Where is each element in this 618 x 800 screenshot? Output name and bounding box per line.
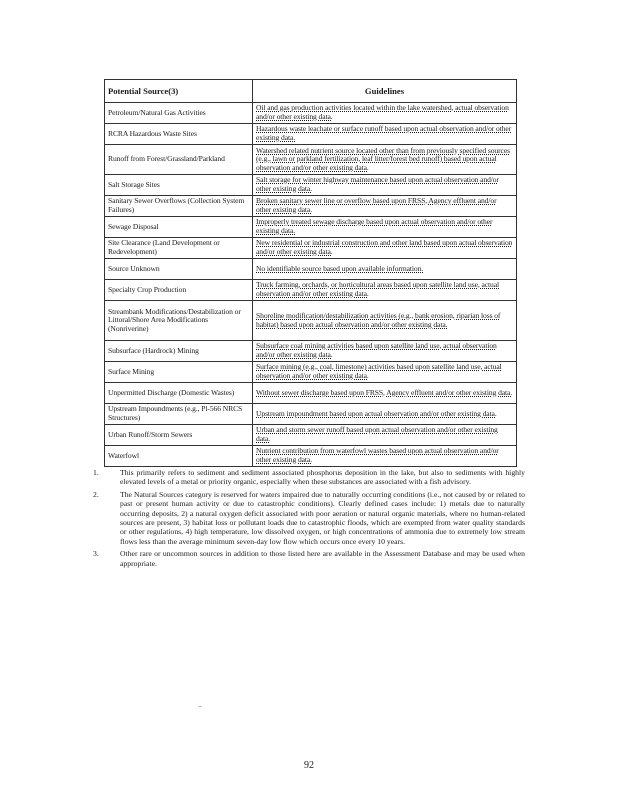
guideline-cell: No identifiable source based upon available information. <box>253 259 517 280</box>
table-row <box>105 362 517 383</box>
source-cell: Subsurface (Hardrock) Mining <box>105 341 253 362</box>
guideline-cell: Urban and storm sewer runoff based upon actual observation and/or other existing data. <box>253 425 517 446</box>
footnote-number: 3. <box>93 549 99 559</box>
guideline-cell: Nutrient contribution from waterfowl wastes based upon actual observation and/or other existing data. <box>253 446 517 467</box>
table-row <box>105 301 517 341</box>
table-row <box>105 280 517 301</box>
guideline-cell: Upstream impoundment based upon actual observation and/or other existing data. <box>253 404 517 425</box>
table-row <box>105 175 517 196</box>
guideline-cell: Subsurface coal mining activities based upon satellite land use, actual observation and/or other existing data. <box>253 341 517 362</box>
source-cell: Waterfowl <box>105 446 253 467</box>
source-cell: Streambank Modifications/Destabilization or Littoral/Shore Area Modifications (Nonriverine) <box>105 301 253 341</box>
source-cell: RCRA Hazardous Waste Sites <box>105 124 253 145</box>
table-row <box>105 145 517 175</box>
potential-sources-table <box>104 79 517 467</box>
guideline-cell: Broken sanitary sewer line or overflow based upon FRSS, Agency effluent and/or other existing data. <box>253 196 517 217</box>
page-number: 92 <box>304 760 314 771</box>
table-row <box>105 217 517 238</box>
table-row <box>105 259 517 280</box>
guideline-cell: Shoreline modification/destabilization activities (e.g., bank erosion, riparian loss of habitat) based upon actual observation and/or other existing data. <box>253 301 517 341</box>
guideline-cell: Without sewer discharge based upon FRSS, Agency effluent and/or other existing data. <box>253 383 517 404</box>
guideline-cell: Improperly treated sewage discharge based upon actual observation and/or other existing data. <box>253 217 517 238</box>
table-row <box>105 446 517 467</box>
footnote-text: The Natural Sources category is reserved for waters impaired due to naturally occurring conditions (i.e., not caused by or related to past or present human activity or due to catastrophic conditions). Clearly defined cases include: 1) metals due to naturally occurring deposits, 2) a natural oxygen deficit associated with poor aeration or natural organic materials, where no human-related sources are present, 3) habitat loss or pollutant loads due to catastrophic floods, which are exempted from water quality standards or other regulations, 4) high temperature, low dissolved oxygen, or high concentrations of ammonia due to extremely low stream flows less than the average minimum seven-day low flow which occurs once every 10 years. <box>120 489 525 546</box>
footnote-number: 2. <box>93 489 99 499</box>
table-row <box>105 196 517 217</box>
table-row <box>105 103 517 124</box>
source-cell: Petroleum/Natural Gas Activities <box>105 103 253 124</box>
footnote-text: This primarily refers to sediment and sediment associated phosphorus deposition in the lake, but also to sediments with highly elevated levels of a metal or priority organic, especially when these substances are associated with a fish advisory. <box>120 468 525 487</box>
source-cell: Runoff from Forest/Grassland/Parkland <box>105 145 253 175</box>
footnote <box>93 549 525 568</box>
guideline-cell: New residential or industrial construction and other land based upon actual observation and/or other existing data. <box>253 238 517 259</box>
guideline-cell: Oil and gas production activities located within the lake watershed, actual observation and/or other existing data. <box>253 103 517 124</box>
source-cell: Unpermitted Discharge (Domestic Wastes) <box>105 383 253 404</box>
guideline-cell: Watershed related nutrient source located other than from previously specified sources (e.g., lawn or parkland fertilization, leaf litter/forest bed runoff) based upon actual observation and/or other existing data. <box>253 145 517 175</box>
table-row <box>105 238 517 259</box>
footnote-number: 1. <box>93 468 99 477</box>
source-cell: Salt Storage Sites <box>105 175 253 196</box>
guideline-cell: Surface mining (e.g., coal, limestone) activities based upon satellite land use, actual observation and/or other existing data. <box>253 362 517 383</box>
source-cell: Source Unknown <box>105 259 253 280</box>
table-row <box>105 383 517 404</box>
footnote-text: Other rare or uncommon sources in addition to those listed here are available in the Assessment Database and may be used when appropriate. <box>120 549 525 568</box>
table-row <box>105 124 517 145</box>
source-cell: Sanitary Sewer Overflows (Collection System Failures) <box>105 196 253 217</box>
guideline-cell: Hazardous waste leachate or surface runoff based upon actual observation and/or other existing data. <box>253 124 517 145</box>
stray-mark: . <box>199 700 201 709</box>
source-cell: Upstream Impoundments (e.g., Pl-566 NRCS Structures) <box>105 404 253 425</box>
guideline-cell: Salt storage for winter highway maintenance based upon actual observation and/or other existing data. <box>253 175 517 196</box>
header-potential-source: Potential Source(3) <box>105 80 253 103</box>
header-guidelines: Guidelines <box>253 80 517 103</box>
footnotes <box>93 468 525 571</box>
footnote <box>93 468 525 487</box>
table-row <box>105 425 517 446</box>
table-header-row <box>105 80 517 103</box>
source-cell: Urban Runoff/Storm Sewers <box>105 425 253 446</box>
guideline-cell: Truck farming, orchards, or horticultural areas based upon satellite land use, actual observation and/or other existing data. <box>253 280 517 301</box>
table-row <box>105 341 517 362</box>
source-cell: Specialty Crop Production <box>105 280 253 301</box>
source-cell: Surface Mining <box>105 362 253 383</box>
source-cell: Site Clearance (Land Development or Redevelopment) <box>105 238 253 259</box>
footnote <box>93 490 525 546</box>
table-row <box>105 404 517 425</box>
source-cell: Sewage Disposal <box>105 217 253 238</box>
